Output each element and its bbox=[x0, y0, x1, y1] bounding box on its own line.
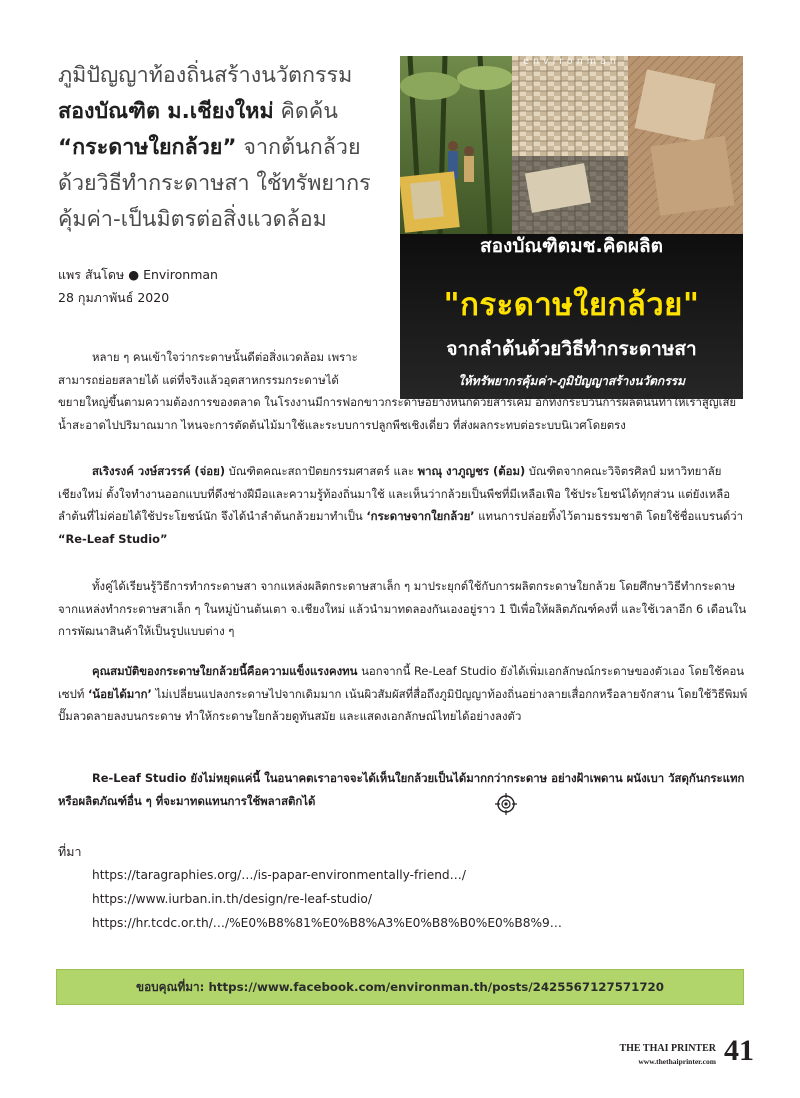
paragraph-4-text-a: นอกจากนี้ Re-Leaf Studio ยังได้เพิ่มเอกลักษณ์กระดาษของตัวเอง โดยใช้คอนเซปท์ bbox=[58, 664, 745, 701]
concept-name: ‘น้อยได้มาก’ bbox=[87, 686, 152, 701]
hero-caption-4: ให้ทรัพยากรคุ้มค่า-ภูมิปัญญาสร้างนวัตกรรม bbox=[458, 374, 685, 388]
headline-line-2 bbox=[58, 94, 388, 130]
paragraph-4-text-b: ไม่เปลี่ยนแปลงกระดาษไปจากเดิมมาก เน้นผิวสัมผัสที่สื่อถึงภูมิปัญญาท้องถิ่นอย่างลายเสื่อกกหรือลายจักสาน โดยใช้วิธีพิมพ์ปั๊มลวดลายลงบนกระดาษ ทำให้กระดาษใยกล้วยดูทันสมัย และแสดงเอกลักษณ์ไทยได้อย่างลงตัว bbox=[58, 686, 748, 723]
hero-photo-collage bbox=[400, 56, 743, 234]
headline-line-3 bbox=[58, 130, 388, 166]
person-name-2: พาณุ งาภูญชร (ต้อม) bbox=[417, 464, 526, 478]
headline-line-5: คุ้มค่า-เป็นมิตรต่อสิ่งแวดล้อม bbox=[58, 207, 327, 232]
source-link-1[interactable]: https://taragraphies.org/…/is-papar-environmentally-friend…/ bbox=[92, 868, 466, 882]
hero-caption-3: จากลำต้นด้วยวิธีทำกระดาษสา bbox=[446, 338, 697, 360]
headline-line-3-bold: “กระดาษใยกล้วย” bbox=[58, 135, 237, 160]
hero-caption-2: "กระดาษใยกล้วย" bbox=[443, 287, 700, 323]
paragraph-1-lead bbox=[58, 346, 392, 391]
paragraph-1-line-2: สามารถย่อยสลายได้ แต่ที่จริงแล้วอุตสาหกรรมกระดาษได้ bbox=[58, 372, 339, 387]
hero-caption-1: สองบัณฑิตมช.คิดผลิต bbox=[480, 235, 663, 257]
footer-brand: THE THAI PRINTER bbox=[619, 1043, 716, 1054]
headline-line-2-rest: คิดค้น bbox=[273, 99, 338, 124]
byline bbox=[58, 263, 218, 309]
hero-image bbox=[400, 56, 743, 399]
headline-line-2-bold: สองบัณฑิต ม.เชียงใหม่ bbox=[58, 99, 274, 124]
product-name: ‘กระดาษจากใยกล้วย’ bbox=[366, 509, 475, 523]
paragraph-2 bbox=[58, 460, 748, 550]
paragraph-3: ทั้งคู่ได้เรียนรู้วิธีการทำกระดาษสา จากแหล่งผลิตกระดาษสาเล็ก ๆ มาประยุกต์ใช้กับการผลิตกระดาษใยกล้วย โดยศึกษาวิธีทำกระดาษจากแหล่งทำกระดาษสาเล็ก ๆ ในหมู่บ้านต้นเตา จ.เชียงใหม่ แล้วนำมาทดลองกันเองอยู่ราว 1 ปีเพื่อให้ผลิตภัณฑ์คงที่ และใช้เวลาอีก 6 เดือนในการพัฒนาสินค้าให้เป็นรูปแบบต่าง ๆ bbox=[58, 579, 747, 638]
page-number: 41 bbox=[724, 1034, 754, 1067]
hero-watermark: environman bbox=[523, 56, 620, 67]
paragraph-4 bbox=[58, 660, 748, 728]
paragraph-2-text-a: บัณฑิตคณะสถาปัตยกรรมศาสตร์ และ bbox=[225, 464, 418, 478]
paragraph-1-line-1: หลาย ๆ คนเข้าใจว่ากระดาษนั้นดีต่อสิ่งแวดล้อม เพราะ bbox=[92, 350, 358, 364]
source-link-3[interactable]: https://hr.tcdc.or.th/…/%E0%B8%81%E0%B8%A3%E0%B8%B0%E0%B8%9… bbox=[92, 916, 562, 930]
thanks-bar[interactable]: ขอบคุณที่มา: https://www.facebook.com/environman.th/posts/2425567127571720 bbox=[56, 969, 744, 1005]
headline-line-1: ภูมิปัญญาท้องถิ่นสร้างนวัตกรรม bbox=[58, 63, 353, 88]
headline-line-3-rest: จากต้นกล้วย bbox=[236, 135, 361, 160]
brand-name: “Re-Leaf Studio” bbox=[58, 531, 168, 546]
footer-url: www.thethaiprinter.com bbox=[638, 1057, 716, 1066]
headline bbox=[58, 58, 388, 238]
paragraph-4-lead: คุณสมบัติของกระดาษใยกล้วยนี้คือความแข็งแรงคงทน bbox=[92, 664, 358, 678]
byline-date: 28 กุมภาพันธ์ 2020 bbox=[58, 290, 170, 305]
paragraph-5: Re-Leaf Studio ยังไม่หยุดแค่นี้ ในอนาคตเราอาจจะได้เห็นใยกล้วยเป็นได้มากกว่ากระดาษ อย่างฝ้าเพดาน ผนังเบา วัสดุกันกระแทก หรือผลิตภัณฑ์อื่น ๆ ที่จะมาทดแทนการใช้พลาสติกได้ bbox=[58, 771, 745, 808]
target-icon bbox=[494, 792, 518, 816]
byline-author: แพร สันโดษ ● Environman bbox=[58, 267, 218, 282]
source-link-2[interactable]: https://www.iurban.in.th/design/re-leaf-studio/ bbox=[92, 892, 372, 906]
paragraph-2-text-b: บัณฑิตจากคณะวิจิตรศิลป์ มหาวิทยาลัยเชียงใหม่ ตั้งใจทำงานออกแบบที่ดึงช่างฝีมือและความรู้ท้องถิ่นมาใช้ และเห็นว่ากล้วยเป็นพืชที่มีเหลือเฟือ ใช้ประโยชน์ได้ทุกส่วน แต่ยังเหลือลำต้นที่ไม่ค่อยได้ใช้ประโยชน์นัก จึงได้นำลำต้นกล้วยมาทำเป็น bbox=[58, 464, 731, 523]
sources-label: ที่มา bbox=[58, 844, 82, 859]
paragraph-2-text-c: แทนการปล่อยทิ้งไว้ตามธรรมชาติ โดยใช้ชื่อแบรนด์ว่า bbox=[474, 509, 744, 523]
person-name-1: สเริงรงค์ วงษ์สวรรค์ (จ่อย) bbox=[92, 464, 226, 478]
headline-line-4: ด้วยวิธีทำกระดาษสา ใช้ทรัพยากร bbox=[58, 171, 371, 196]
paragraph-1-tail: ขยายใหญ่ขึ้นตามความต้องการของตลาด ในโรงงานมีการฟอกขาวกระดาษอย่างหนักด้วยสารเคมี อีกทั้งกระบวนการผลิตนั้นทำให้เราสูญเสียน้ำสะอาดไปปริมาณมาก ไหนจะการตัดต้นไม้มาใช้และระบบการปลูกพืชเชิงเดี่ยว ที่ส่งผลกระทบต่อระบบนิเวศโดยตรง bbox=[58, 395, 737, 432]
